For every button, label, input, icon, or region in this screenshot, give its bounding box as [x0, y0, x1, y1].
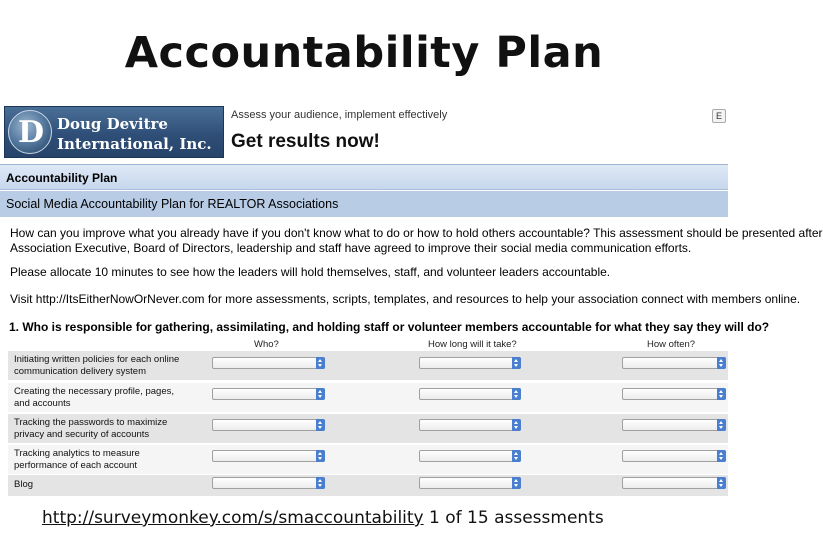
who-dropdown[interactable]: [212, 477, 325, 489]
page-title-bar: [0, 191, 728, 217]
matrix-row: [8, 414, 728, 443]
how-often-dropdown[interactable]: [622, 419, 726, 431]
how-long-dropdown[interactable]: [419, 357, 521, 369]
how-long-dropdown[interactable]: [419, 477, 521, 489]
how-long-dropdown[interactable]: [419, 419, 521, 431]
row-label-line-1: Tracking the passwords to maximize: [14, 417, 168, 428]
logo-letter: D: [17, 115, 44, 150]
row-label: [14, 479, 33, 491]
logo-emblem: [8, 110, 52, 154]
banner-headline: Get results now!: [231, 131, 380, 152]
survey-title: Accountability Plan: [6, 171, 118, 185]
slide-footer: [42, 508, 604, 528]
how-often-dropdown[interactable]: [622, 388, 726, 400]
dropdown-arrow-icon: [512, 357, 521, 369]
dropdown-arrow-icon: [717, 388, 726, 400]
dropdown-arrow-icon: [512, 477, 521, 489]
dropdown-arrow-icon: [512, 419, 521, 431]
row-label-line-1: Creating the necessary profile, pages,: [14, 386, 175, 397]
column-header-how-often: How often?: [647, 339, 696, 350]
page-title: Social Media Accountability Plan for REALTOR Associations: [6, 197, 339, 211]
row-label-line-2: performance of each account: [14, 460, 138, 471]
survey-screenshot: [0, 104, 823, 496]
row-label-line-1: Tracking analytics to measure: [14, 448, 140, 459]
intro-line-2: Association Executive, Board of Directors, leadership and staff have agreed to improve their social media communication efforts.: [10, 241, 692, 255]
who-dropdown[interactable]: [212, 450, 325, 462]
who-dropdown[interactable]: [212, 357, 325, 369]
how-often-dropdown[interactable]: [622, 477, 726, 489]
dropdown-arrow-icon: [717, 450, 726, 462]
matrix-row: [8, 445, 728, 474]
row-label-line-1: Blog: [14, 479, 34, 490]
logo-line-1: Doug Devitre: [57, 115, 168, 133]
how-long-dropdown[interactable]: [419, 450, 521, 462]
matrix-row: [8, 351, 728, 380]
row-label: [14, 386, 174, 410]
row-label-line-1: Initiating written policies for each online: [14, 354, 180, 365]
who-dropdown[interactable]: [212, 388, 325, 400]
column-header-who: Who?: [254, 339, 279, 350]
slide-title: Accountability Plan: [124, 28, 604, 78]
row-label: [14, 448, 140, 472]
survey-title-bar: [0, 164, 728, 190]
how-long-dropdown[interactable]: [419, 388, 521, 400]
intro-line-1: How can you improve what you already have if you don't know what to do or how to hold others accountable? This assessment should be presented after: [10, 226, 823, 240]
language-button[interactable]: E: [712, 109, 726, 123]
dropdown-arrow-icon: [316, 419, 325, 431]
row-label: [14, 354, 179, 378]
survey-link[interactable]: http://surveymonkey.com/s/smaccountability: [42, 508, 424, 528]
row-label-line-2: communication delivery system: [14, 366, 146, 377]
dropdown-arrow-icon: [717, 419, 726, 431]
how-often-dropdown[interactable]: [622, 357, 726, 369]
company-logo: [4, 106, 224, 158]
dropdown-arrow-icon: [316, 450, 325, 462]
how-often-dropdown[interactable]: [622, 450, 726, 462]
visit-text: Visit http://ItsEitherNowOrNever.com for more assessments, scripts, templates, and resources to help your association connect with members online.: [10, 292, 801, 306]
row-label: [14, 417, 167, 441]
matrix-row: [8, 383, 728, 412]
row-label-line-2: and accounts: [14, 398, 71, 409]
banner-tagline: Assess your audience, implement effectively: [231, 109, 448, 121]
dropdown-arrow-icon: [316, 357, 325, 369]
dropdown-arrow-icon: [717, 357, 726, 369]
dropdown-arrow-icon: [717, 477, 726, 489]
survey-banner: [0, 104, 728, 162]
assessment-count: 1 of 15 assessments: [423, 508, 604, 528]
dropdown-arrow-icon: [316, 477, 325, 489]
column-header-how-long: How long will it take?: [428, 339, 517, 350]
logo-line-2: International, Inc.: [57, 135, 212, 153]
question-1: 1. Who is responsible for gathering, assimilating, and holding staff or volunteer members accountable for what they say they will do?: [9, 320, 770, 334]
dropdown-arrow-icon: [512, 388, 521, 400]
row-label-line-2: privacy and security of accounts: [14, 429, 150, 440]
allocate-text: Please allocate 10 minutes to see how the leaders will hold themselves, staff, and volunteer leaders accountable.: [10, 265, 611, 279]
dropdown-arrow-icon: [512, 450, 521, 462]
matrix-row: [8, 475, 728, 496]
who-dropdown[interactable]: [212, 419, 325, 431]
dropdown-arrow-icon: [316, 388, 325, 400]
